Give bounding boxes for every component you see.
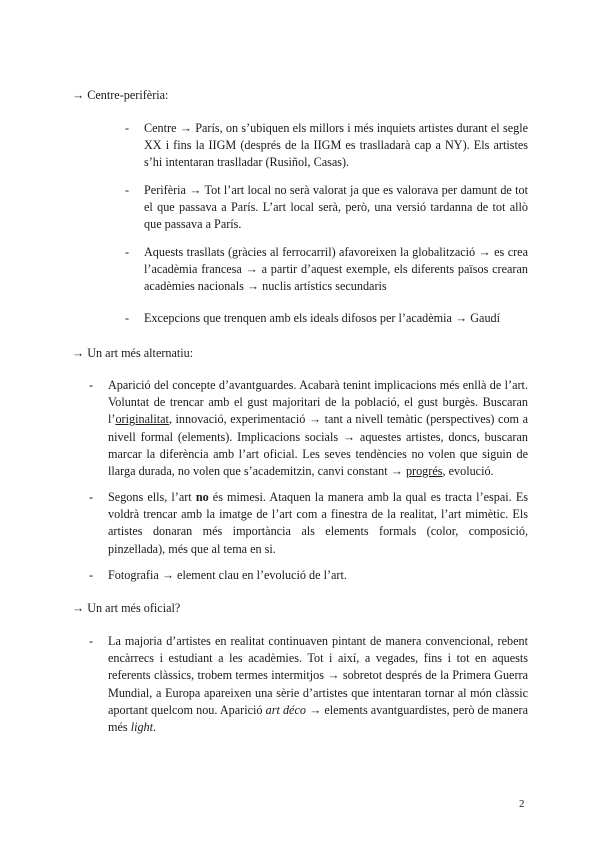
bullet-text: Excepcions que trenquen amb els ideals difosos per l’acadèmia → Gaudí (144, 311, 501, 325)
bullet-text: Segons ells, l’art no és mimesi. Ataquen la manera amb la qual es tracta l’espai. Es voldrà trencar amb la imatge de l’art com a finestra de la realitat, l’art mimètic. Els artistes donaran més importància als elements formals (color, composició, pinzellada), més que al tema en si. (108, 490, 529, 556)
italic-term: art déco (265, 702, 306, 717)
underlined-term: originalitat (115, 412, 169, 427)
page-number: 2 (519, 798, 525, 810)
bullet-text: Centre → París, on s’ubiquen els millors i més inquiets artistes durant el segle XX i fins la IIGM (després de la IIGM es traslladarà cap a NY). Els artistes s’hi intentaran traslladar (Rusiñol, Casas). (144, 121, 528, 170)
section-heading: → Centre-perifèria: (72, 88, 169, 102)
bullet-dash: - (125, 311, 130, 325)
bullet-text: Perifèria → Tot l’art local no serà valorat ja que es valorava per damunt de tot el que passava a París. L’art local serà, però, una versió tardanna de tot allò que passava a París. (144, 183, 528, 232)
bullet-dash: - (89, 568, 94, 582)
section-heading: → Un art més oficial? (72, 601, 181, 615)
bullet-text: Fotografia → element clau en l’evolució de l’art. (108, 568, 347, 582)
bullet-text: Aquests trasllats (gràcies al ferrocarril) afavoreixen la globalització → es crea l’acadèmia francesa → a partir d’aquest exemple, els diferents països crearan acadèmies nacionals → nuclis artístics secundaris (144, 245, 528, 294)
italic-term: light (130, 720, 154, 735)
bullet-dash: - (125, 183, 130, 197)
bullet-text: Aparició del concepte d’avantguardes. Acabarà tenint implicacions més enllà de l’art. Voluntat de trencar amb el gust majoritari de la població, el gust burgès. Buscaran l’originalitat, innovació, experimentació → tant a nivell temàtic (perspectives) com a nivell formal (elements). Implicacions socials → aquestes artistes, doncs, buscaran marcar la diferència amb l’art oficial. Les seves tendències no volen que siguin de llarga durada, no volen que s’academitzin, canvi constant → progrés, evolució. (108, 378, 528, 479)
bullet-dash: - (89, 634, 94, 648)
bullet-text: La majoria d’artistes en realitat continuaven pintant de manera convencional, rebent encàrrecs i estudiant a les acadèmies. Tot i així, a vegades, fins i tot en aquests referents clàssics, trobem termes intermitjos → sobretot després de la Primera Guerra Mundial, a Europa apareixen una sèrie d’artistes que intentaran tornar al món clàssic aportant quelcom nou. Aparició art déco → elements avantguardistes, però de manera més light. (108, 634, 528, 735)
bullet-dash: - (89, 378, 94, 392)
bullet-dash: - (89, 490, 94, 504)
bullet-dash: - (125, 245, 130, 259)
bold-term: no (195, 490, 209, 504)
bullet-dash: - (125, 121, 130, 135)
section-heading: → Un art més alternatiu: (72, 346, 194, 360)
underlined-term: progrés (405, 464, 443, 479)
